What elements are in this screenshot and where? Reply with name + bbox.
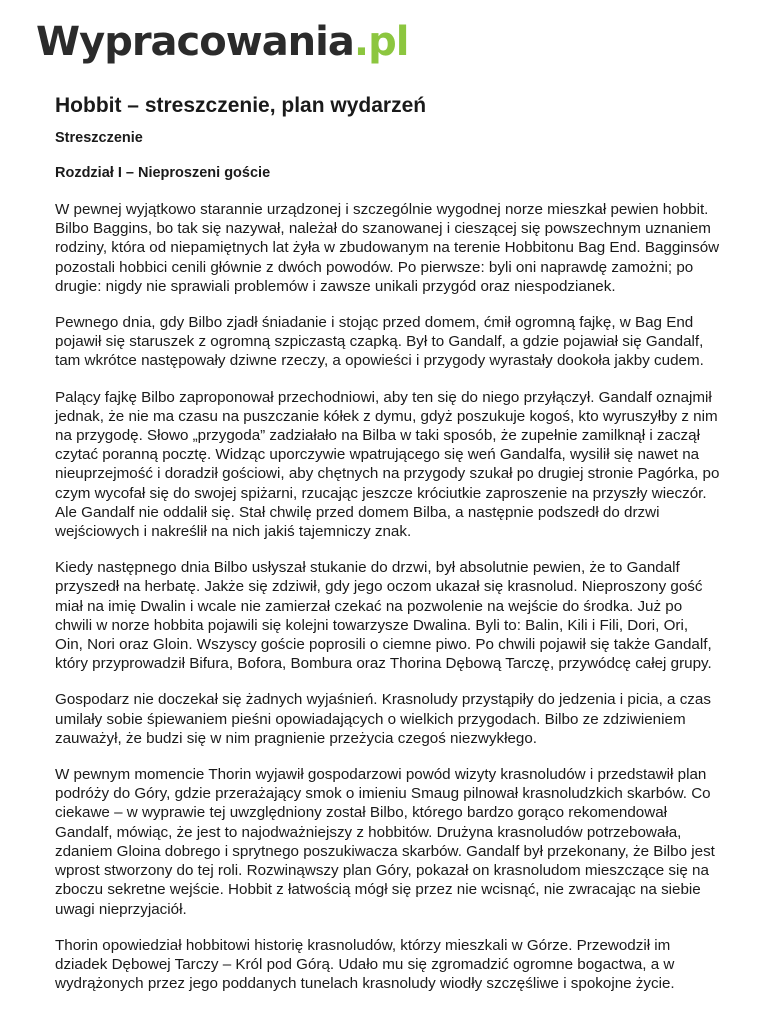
paragraph: Gospodarz nie doczekał się żadnych wyjaśnień. Krasnoludy przystąpiły do jedzenia i picia, a czas umilały sobie śpiewaniem pieśni opowiadających o wielkich przygodach. Bilbo ze zdziwieniem zauważył, że budzi się w nim pragnienie przeżycia czegoś niezwykłego. <box>55 691 711 747</box>
paragraph: Pewnego dnia, gdy Bilbo zjadł śniadanie i stojąc przed domem, ćmił ogromną fajkę, w Bag End pojawił się staruszek z ogromną szpiczastą czapką. Był to Gandalf, a gdzie pojawiał się Gandalf, tam wkrótce następowały dziwne rzeczy, a opowieści i przygody wyrastały dookoła jakby cudem. <box>55 314 704 370</box>
chapter-heading: Rozdział I – Nieproszeni goście <box>55 165 271 181</box>
logo-domain: .pl <box>353 19 409 65</box>
paragraph: Palący fajkę Bilbo zaproponował przechodniowi, aby ten się do niego przyłączył. Gandalf oznajmił jednak, że nie ma czasu na puszczanie kółek z dymu, gdyż poszukuje kogoś, kto wyruszyłby z nim na przygodę. Słowo „przygoda” zadziałało na Bilba w taki sposób, że zupełnie zamilknął i zaczął czytać poranną pocztę. Widząc uporczywie wpatrującego się weń Gandalfa, wysilił się nawet na nieuprzejmość i doradził gościowi, aby chętnych na przygody szukał po drugiej stronie Pagórka, po czym wycofał się do swojej spiżarni, rzucając jeszcze króciutkie zaproszenie na przyszły wieczór. Ale Gandalf nie oddalił się. Stał chwilę przed domem Bilba, a następnie podszedł do drzwi wejściowych i nakreślił na nich jakiś tajemniczy znak. <box>55 388 720 541</box>
paragraph: W pewnym momencie Thorin wyjawił gospodarzowi powód wizyty krasnoludów i przedstawił plan podróży do Góry, gdzie przerażający smok o imieniu Smaug pilnował krasnoludzkich skarbów. Co ciekawe – w wyprawie tej uwzględniony został Bilbo, którego bardzo gorąco rekomendował Gandalf, mówiąc, że jest to najodważniejszy z hobbitów. Drużyna krasnoludów potrzebowała, zdaniem Gloina dobrego i sprytnego poszukiwacza skarbów. Gandalf był przekonany, że Bilbo jest wprost stworzony do tej roli. Rozwinąwszy plan Góry, pokazał on krasnoludom mieszczące się na zboczu sekretne wejście. Hobbit z łatwością mógł się przez nie wcisnąć, nie zwracając na siebie uwagi nieprzyjaciół. <box>55 766 715 918</box>
paragraph: Kiedy następnego dnia Bilbo usłyszał stukanie do drzwi, był absolutnie pewien, że to Gandalf przyszedł na herbatę. Jakże się zdziwił, gdy jego oczom ukazał się krasnolud. Nieproszony gość miał na imię Dwalin i wcale nie zamierzał czekać na pozwolenie na wejście do środka. Już po chwili w norze hobbita pojawili się kolejni towarzysze Dwalina. Byli to: Balin, Kili i Fili, Dori, Ori, Oin, Nori oraz Gloin. Wszyscy goście poprosili o ciemne piwo. Po chwili pojawił się także Gandalf, który przyprowadził Bifura, Bofora, Bombura oraz Thorina Dębową Tarczę, przywódcę całej grupy. <box>55 559 712 673</box>
document-body <box>55 93 720 993</box>
document-title: Hobbit – streszczenie, plan wydarzeń <box>55 94 427 117</box>
section-heading: Streszczenie <box>55 130 143 146</box>
logo-text: Wypracowania <box>36 19 354 65</box>
site-logo[interactable] <box>36 19 409 65</box>
paragraph: W pewnej wyjątkowo starannie urządzonej i szczególnie wygodnej norze mieszkał pewien hobbit. Bilbo Baggins, bo tak się nazywał, należał do szanowanej i cieszącej się powszechnym uznaniem rodziny, która od niepamiętnych lat żyła w zbudowanym na terenie Hobbitonu Bag End. Bagginsów pozostali hobbici cenili głównie z dwóch powodów. Po pierwsze: byli oni naprawdę zamożni; po drugie: nigdy nie sprawiali problemów i zawsze unikali przygód oraz niespodzianek. <box>55 201 720 295</box>
paragraph: Thorin opowiedział hobbitowi historię krasnoludów, którzy mieszkali w Górze. Przewodził im dziadek Dębowej Tarczy – Król pod Górą. Udało mu się zgromadzić ogromne bogactwa, a w wydrążonych przez jego poddanych tunelach krasnoludy wiodły szczęśliwe i spokojne życie. <box>55 936 675 993</box>
